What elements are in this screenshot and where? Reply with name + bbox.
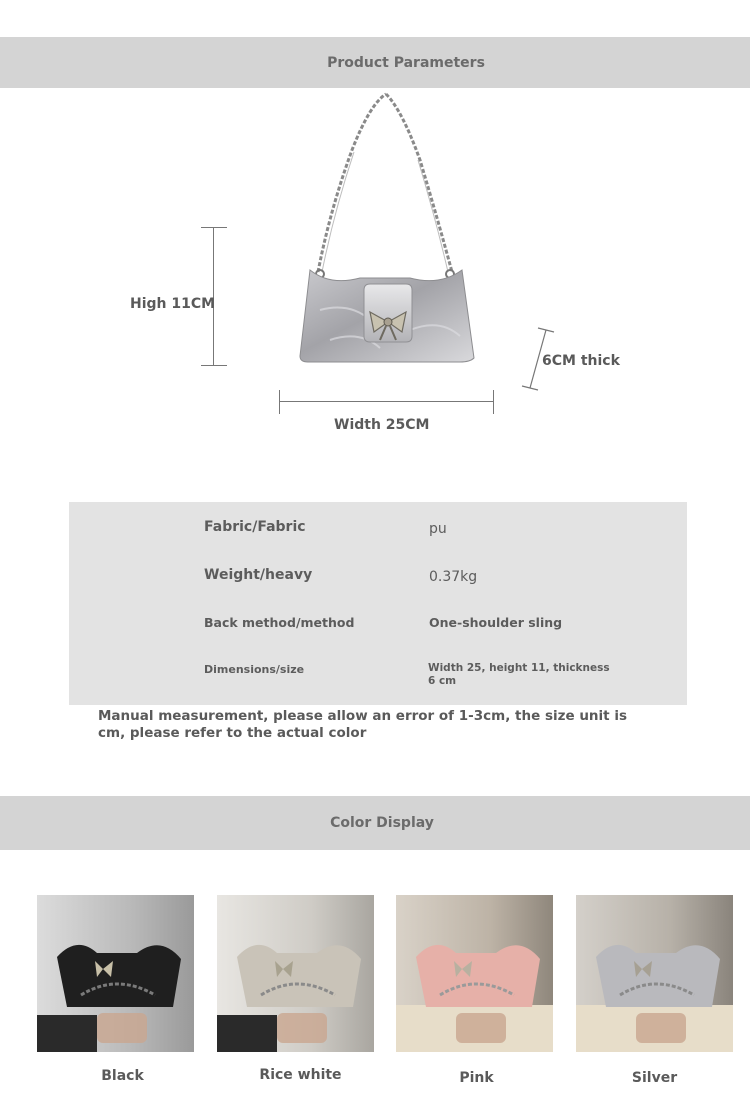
color-swatch-silver[interactable] bbox=[576, 895, 733, 1052]
section-title: Color Display bbox=[330, 815, 434, 831]
width-label: Width 25CM bbox=[334, 417, 430, 433]
spec-table bbox=[69, 502, 687, 705]
spec-value-dimensions: Width 25, height 11, thickness 6 cm bbox=[428, 662, 610, 687]
spec-key-weight: Weight/heavy bbox=[204, 567, 313, 583]
width-dimension-line bbox=[279, 401, 494, 402]
color-label-rice-white: Rice white bbox=[259, 1067, 342, 1083]
bag-image bbox=[290, 90, 490, 370]
section-title: Product Parameters bbox=[327, 54, 485, 71]
pink-bag-image bbox=[396, 895, 553, 1052]
measurement-note: Manual measurement, please allow an error of 1-3cm, the size unit is cm, please refer to the actual color bbox=[98, 708, 627, 741]
product-parameters-header bbox=[0, 37, 750, 88]
width-dimension-left bbox=[279, 390, 280, 414]
width-dimension-right bbox=[493, 390, 494, 414]
color-label-black: Black bbox=[101, 1068, 144, 1084]
color-swatch-pink[interactable] bbox=[396, 895, 553, 1052]
spec-key-back-method: Back method/method bbox=[204, 615, 355, 630]
black-bag-image bbox=[37, 895, 194, 1052]
spec-key-fabric: Fabric/Fabric bbox=[204, 519, 306, 535]
color-label-pink: Pink bbox=[459, 1070, 494, 1086]
thickness-label: 6CM thick bbox=[542, 353, 620, 369]
height-dimension-bottom bbox=[201, 365, 227, 366]
height-label: High 11CM bbox=[130, 296, 216, 312]
spec-key-dimensions: Dimensions/size bbox=[204, 663, 305, 676]
color-swatch-black[interactable] bbox=[37, 895, 194, 1052]
color-display-header bbox=[0, 796, 750, 850]
spec-value-fabric: pu bbox=[429, 521, 447, 537]
height-dimension-top bbox=[201, 227, 227, 228]
spec-value-back-method: One-shoulder sling bbox=[429, 615, 563, 630]
color-label-silver: Silver bbox=[631, 1070, 678, 1086]
rice-white-bag-image bbox=[217, 895, 374, 1052]
silver-bag-image bbox=[576, 895, 733, 1052]
spec-value-weight: 0.37kg bbox=[429, 569, 478, 585]
color-swatch-rice-white[interactable] bbox=[217, 895, 374, 1052]
